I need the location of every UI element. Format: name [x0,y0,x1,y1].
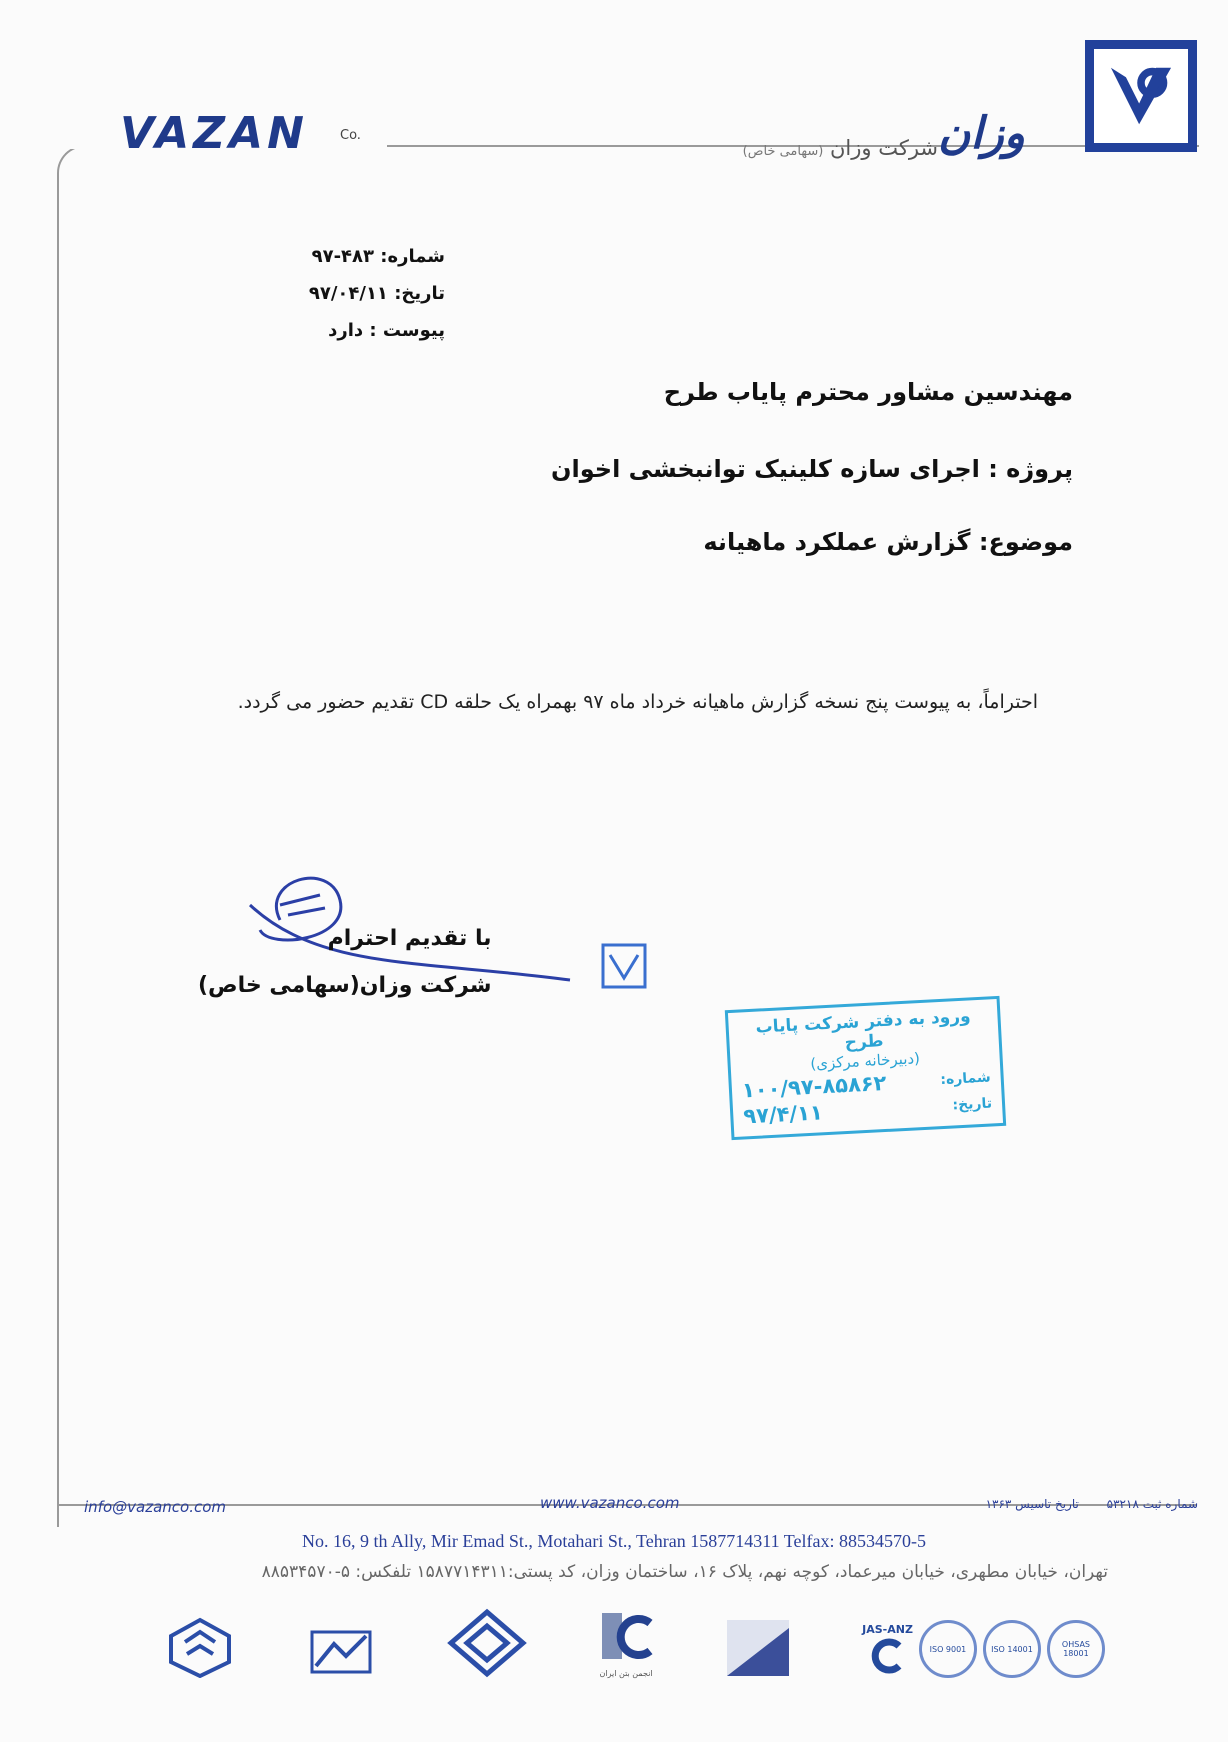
reference-block [309,238,445,349]
signatory: شرکت وزان(سهامی خاص) [198,973,492,998]
building-engineering-logo-icon [306,1626,376,1678]
founded-date: تاریخ تاسیس ۱۳۶۳ [985,1497,1079,1511]
recipient: مهندسین مشاور محترم پایاب طرح [663,378,1073,406]
diamond-logo-icon [447,1608,527,1678]
ohsas-18001-seal: OHSAS 18001 [1047,1620,1105,1678]
stamp-number-value: ۱۰۰/۹۷-۸۵۸۶۲ [741,1070,888,1103]
jas-anz-badge [862,1623,913,1676]
latin-logo-text: VAZAN [120,108,308,159]
iso-certifications [862,1620,1105,1678]
persian-logo-text: وزان [938,108,1026,159]
concrete-association-label: انجمن بتن ایران [599,1669,653,1678]
letter-number: شماره: ۴۸۳-۹۷ [311,246,445,267]
closing: با تقدیم احترام [327,926,492,951]
concrete-association-logo [598,1609,654,1678]
stamp-subtitle: (دبیرخانه مرکزی) [809,1049,921,1073]
iso-14001-seal: ISO 14001 [983,1620,1041,1678]
stamp-date-value: ۹۷/۴/۱۱ [742,1100,824,1129]
stamp-number-label: شماره: [939,1069,992,1089]
association-logo-2 [306,1626,376,1678]
jas-anz-label: JAS-ANZ [862,1622,913,1636]
address-english: No. 16, 9 th Ally, Mir Emad St., Motahari St., Tehran 1587714311 Telfax: 88534570-5 [302,1531,926,1551]
stamp-date-label: تاریخ: [952,1095,993,1114]
footer-registration [962,1497,1198,1511]
letterhead-frame [57,145,1199,1527]
receipt-stamp [725,996,1006,1140]
association-logo-3 [447,1608,527,1678]
company-name-text: شرکت وزان [829,136,938,160]
signature-block [198,915,492,1009]
project-line: پروژه : اجرای سازه کلینیک توانبخشی اخوان [551,455,1073,483]
letter-date: تاریخ: ۹۷/۰۴/۱۱ [308,283,445,304]
grid-building-logo-icon [725,1618,791,1678]
stamp-title: ورود به دفتر شرکت پایاب طرح [755,1006,972,1054]
company-name [743,136,938,160]
iso-9001-seal: ISO 9001 [919,1620,977,1678]
pattern-logo [725,1618,791,1678]
company-type: (سهامی خاص) [742,144,824,159]
latin-logo-suffix: Co. [340,128,361,143]
ic-logo-icon [598,1609,654,1665]
footer-website[interactable]: www.vazanco.com [540,1494,680,1512]
letter-attachment: پیوست : دارد [328,320,445,341]
registration-number: شماره ثبت ۵۳۲۱۸ [1106,1497,1198,1511]
letter-body: احتراماً، به پیوست پنج نسخه گزارش ماهیانه خرداد ماه ۹۷ بهمراه یک حلقه CD تقدیم حضور می گردد. [237,691,1038,713]
subject-line: موضوع: گزارش عملکرد ماهیانه [703,528,1073,556]
jas-c-icon [871,1636,905,1676]
footer-email[interactable]: info@vazanco.com [84,1498,227,1516]
certification-logos [165,1598,1105,1678]
association-logo-1 [165,1616,235,1678]
vazan-logo-icon [1085,40,1197,152]
hexagon-logo-icon [165,1616,235,1678]
address-persian: تهران، خیابان مطهری، خیابان میرعماد، کوچه نهم، پلاک ۱۶، ساختمان وزان، کد پستی:۱۵۸۷۷۱۴۳۱۱ تلفکس: ۵-۸۸۵۳۴۵۷۰ [261,1562,1108,1582]
